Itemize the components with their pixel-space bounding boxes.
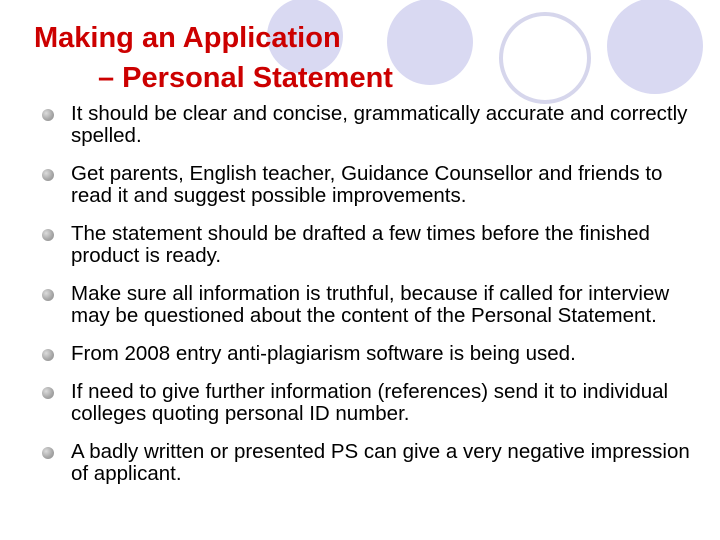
bullet-icon <box>42 109 54 121</box>
bullet-icon <box>42 349 54 361</box>
bullet-icon <box>42 229 54 241</box>
bullet-text: From 2008 entry anti-plagiarism software is being used. <box>71 342 576 365</box>
bullet-item <box>42 441 702 485</box>
bullet-icon <box>42 169 54 181</box>
deco-circle-outline-1 <box>501 14 589 102</box>
bullet-list <box>42 103 702 485</box>
title-line-1: Making an Application <box>34 22 341 54</box>
bullet-item <box>42 343 702 365</box>
bullet-icon <box>42 387 54 399</box>
bullet-item <box>42 223 702 267</box>
bullet-item <box>42 381 702 425</box>
bullet-text: If need to give further information (references) send it to individual colleges quoting personal ID number. <box>71 380 669 425</box>
bullet-item <box>42 283 702 327</box>
bullet-item <box>42 163 702 207</box>
bullet-text: Get parents, English teacher, Guidance Counsellor and friends to read it and suggest possible improvements. <box>71 162 663 207</box>
bullet-text: Make sure all information is truthful, because if called for interview may be questioned about the content of the Personal Statement. <box>71 282 670 327</box>
bullet-text: It should be clear and concise, grammatically accurate and correctly spelled. <box>71 102 688 147</box>
bullet-text: The statement should be drafted a few times before the finished product is ready. <box>71 222 650 267</box>
bullet-icon <box>42 289 54 301</box>
slide-title <box>34 18 393 98</box>
bullet-text: A badly written or presented PS can give a very negative impression of applicant. <box>71 440 690 485</box>
title-line-2: – Personal Statement <box>98 62 393 94</box>
bullet-item <box>42 103 702 147</box>
bullet-icon <box>42 447 54 459</box>
deco-circle-filled-2 <box>387 0 473 85</box>
deco-circle-filled-3 <box>607 0 703 94</box>
